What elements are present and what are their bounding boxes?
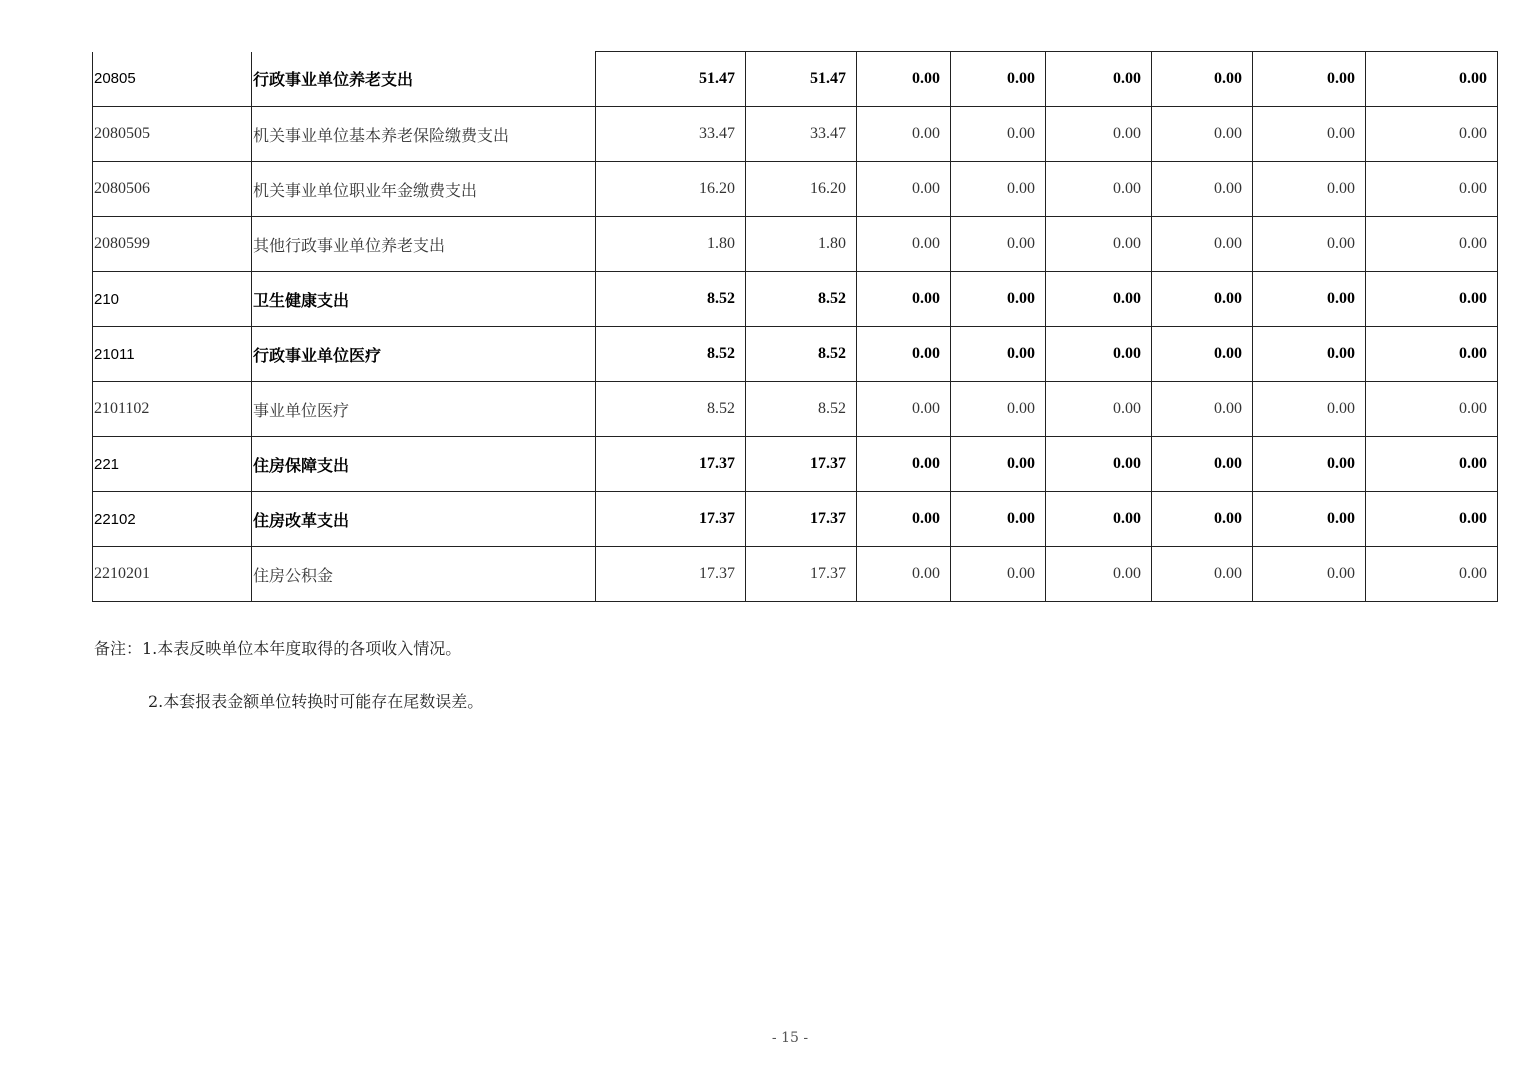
amount-cell: 8.52 — [746, 327, 857, 382]
subject-code-cell: 221 — [93, 437, 252, 492]
amount-cell: 0.00 — [1152, 272, 1253, 327]
amount-cell: 0.00 — [857, 162, 951, 217]
amount-cell: 8.52 — [596, 382, 746, 437]
amount-cell: 0.00 — [857, 547, 951, 602]
amount-cell: 0.00 — [1253, 327, 1366, 382]
amount-cell: 0.00 — [951, 272, 1046, 327]
amount-cell: 0.00 — [1366, 107, 1498, 162]
amount-cell: 0.00 — [857, 492, 951, 547]
amount-cell: 0.00 — [857, 327, 951, 382]
amount-cell: 0.00 — [857, 272, 951, 327]
notes — [94, 636, 483, 715]
amount-cell: 0.00 — [1253, 547, 1366, 602]
subject-name-cell: 住房保障支出 — [252, 437, 596, 492]
amount-cell: 51.47 — [596, 52, 746, 107]
amount-cell: 0.00 — [951, 382, 1046, 437]
amount-cell: 0.00 — [951, 217, 1046, 272]
subject-name-cell: 机关事业单位职业年金缴费支出 — [252, 162, 596, 217]
amount-cell: 51.47 — [746, 52, 857, 107]
amount-cell: 0.00 — [857, 217, 951, 272]
amount-cell: 17.37 — [596, 547, 746, 602]
subject-name-cell: 行政事业单位医疗 — [252, 327, 596, 382]
subject-name-cell: 机关事业单位基本养老保险缴费支出 — [252, 107, 596, 162]
table-row — [93, 547, 1498, 602]
amount-cell: 0.00 — [1366, 492, 1498, 547]
amount-cell: 0.00 — [1253, 437, 1366, 492]
note-line-2: 2.本套报表金额单位转换时可能存在尾数误差。 — [148, 692, 484, 711]
amount-cell: 17.37 — [746, 492, 857, 547]
amount-cell: 0.00 — [1152, 382, 1253, 437]
amount-cell: 0.00 — [1366, 382, 1498, 437]
table-row — [93, 327, 1498, 382]
subject-code-cell: 20805 — [93, 52, 252, 107]
amount-cell: 16.20 — [746, 162, 857, 217]
subject-name-cell: 卫生健康支出 — [252, 272, 596, 327]
amount-cell: 0.00 — [1046, 327, 1152, 382]
table-row — [93, 217, 1498, 272]
amount-cell: 0.00 — [1046, 52, 1152, 107]
amount-cell: 0.00 — [857, 107, 951, 162]
subject-name-cell: 住房改革支出 — [252, 492, 596, 547]
amount-cell: 0.00 — [1046, 547, 1152, 602]
amount-cell: 0.00 — [1152, 437, 1253, 492]
subject-code-cell: 2080505 — [93, 107, 252, 162]
amount-cell: 0.00 — [1046, 382, 1152, 437]
amount-cell: 0.00 — [1253, 492, 1366, 547]
amount-cell: 0.00 — [1253, 52, 1366, 107]
amount-cell: 0.00 — [1152, 162, 1253, 217]
table-row — [93, 382, 1498, 437]
amount-cell: 0.00 — [1366, 52, 1498, 107]
amount-cell: 0.00 — [1152, 547, 1253, 602]
subject-code-cell: 2080506 — [93, 162, 252, 217]
amount-cell: 8.52 — [746, 272, 857, 327]
amount-cell: 0.00 — [1152, 217, 1253, 272]
amount-cell: 0.00 — [951, 52, 1046, 107]
amount-cell: 8.52 — [596, 272, 746, 327]
subject-code-cell: 2101102 — [93, 382, 252, 437]
table-row — [93, 492, 1498, 547]
amount-cell: 0.00 — [1152, 327, 1253, 382]
amount-cell: 0.00 — [1152, 492, 1253, 547]
amount-cell: 1.80 — [746, 217, 857, 272]
table-row — [93, 162, 1498, 217]
amount-cell: 0.00 — [951, 107, 1046, 162]
budget-table — [92, 51, 1498, 602]
amount-cell: 0.00 — [1046, 107, 1152, 162]
amount-cell: 0.00 — [1046, 217, 1152, 272]
amount-cell: 0.00 — [1253, 272, 1366, 327]
amount-cell: 0.00 — [951, 162, 1046, 217]
amount-cell: 0.00 — [951, 547, 1046, 602]
amount-cell: 0.00 — [951, 492, 1046, 547]
amount-cell: 0.00 — [1152, 52, 1253, 107]
amount-cell: 0.00 — [857, 382, 951, 437]
amount-cell: 0.00 — [1253, 107, 1366, 162]
amount-cell: 8.52 — [746, 382, 857, 437]
subject-name-cell: 住房公积金 — [252, 547, 596, 602]
table-row — [93, 437, 1498, 492]
subject-name-cell: 事业单位医疗 — [252, 382, 596, 437]
subject-code-cell: 2210201 — [93, 547, 252, 602]
amount-cell: 0.00 — [857, 437, 951, 492]
subject-code-cell: 2080599 — [93, 217, 252, 272]
amount-cell: 0.00 — [1046, 272, 1152, 327]
amount-cell: 33.47 — [746, 107, 857, 162]
amount-cell: 0.00 — [1366, 272, 1498, 327]
amount-cell: 0.00 — [951, 327, 1046, 382]
amount-cell: 0.00 — [1046, 492, 1152, 547]
table-body — [93, 52, 1498, 602]
amount-cell: 0.00 — [1366, 437, 1498, 492]
subject-code-cell: 210 — [93, 272, 252, 327]
amount-cell: 0.00 — [1366, 547, 1498, 602]
amount-cell: 0.00 — [1366, 327, 1498, 382]
table-row — [93, 107, 1498, 162]
amount-cell: 0.00 — [1253, 217, 1366, 272]
amount-cell: 16.20 — [596, 162, 746, 217]
amount-cell: 33.47 — [596, 107, 746, 162]
subject-name-cell: 其他行政事业单位养老支出 — [252, 217, 596, 272]
amount-cell: 8.52 — [596, 327, 746, 382]
amount-cell: 0.00 — [1366, 162, 1498, 217]
amount-cell: 0.00 — [1046, 437, 1152, 492]
amount-cell: 17.37 — [746, 437, 857, 492]
amount-cell: 0.00 — [951, 437, 1046, 492]
amount-cell: 17.37 — [596, 492, 746, 547]
amount-cell: 1.80 — [596, 217, 746, 272]
subject-code-cell: 22102 — [93, 492, 252, 547]
amount-cell: 0.00 — [1253, 162, 1366, 217]
subject-name-cell: 行政事业单位养老支出 — [252, 52, 596, 107]
subject-code-cell: 21011 — [93, 327, 252, 382]
budget-table-container — [92, 51, 1497, 602]
page-number: - 15 - — [771, 1030, 809, 1046]
amount-cell: 0.00 — [1152, 107, 1253, 162]
amount-cell: 0.00 — [857, 52, 951, 107]
amount-cell: 0.00 — [1366, 217, 1498, 272]
amount-cell: 17.37 — [746, 547, 857, 602]
table-row — [93, 272, 1498, 327]
note-line-1: 备注：1.本表反映单位本年度取得的各项收入情况。 — [94, 639, 462, 658]
amount-cell: 0.00 — [1253, 382, 1366, 437]
amount-cell: 0.00 — [1046, 162, 1152, 217]
amount-cell: 17.37 — [596, 437, 746, 492]
table-row — [93, 52, 1498, 107]
